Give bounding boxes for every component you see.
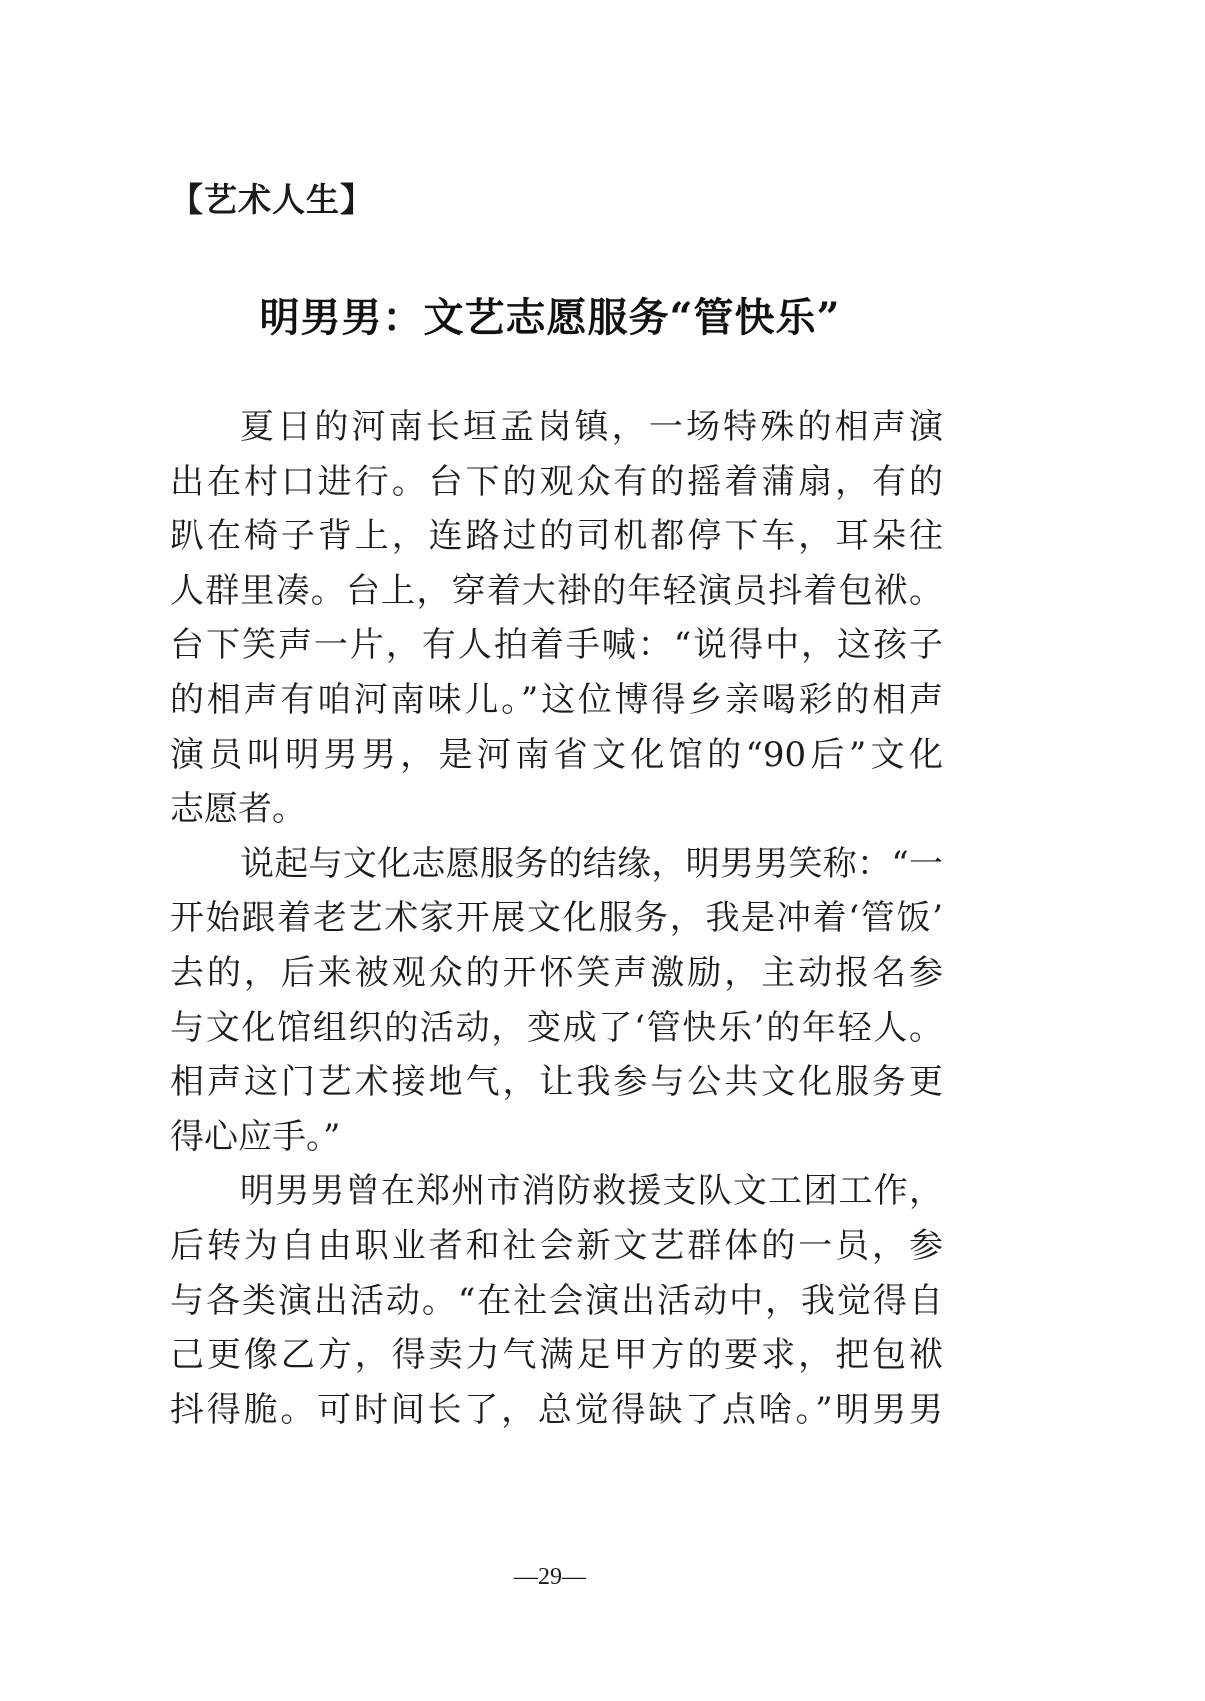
text-line: 出在村口进行。台下的观众有的摇着蒲扇，有的 <box>170 461 943 502</box>
text-line: 己更像乙方，得卖力气满足甲方的要求，把包袱 <box>170 1335 943 1376</box>
text-line: 说起与文化志愿服务的结缘，明男男笑称：“一 <box>240 843 943 884</box>
text-line: 台下笑声一片，有人拍着手喊：“说得中，这孩子 <box>170 625 943 666</box>
paragraph-2 <box>170 837 943 1165</box>
page-number: —29— <box>514 1564 586 1590</box>
text-line: 夏日的河南长垣孟岗镇，一场特殊的相声演 <box>240 407 943 447</box>
text-line: 人群里凑。台上，穿着大褂的年轻演员抖着包袱。 <box>170 570 943 611</box>
text-line: 去的，后来被观众的开怀笑声激励，主动报名参 <box>170 952 943 993</box>
paragraph-1 <box>170 400 943 837</box>
article-body <box>170 400 943 1437</box>
text-line: 的相声有咱河南味儿。”这位博得乡亲喝彩的相声 <box>170 679 943 720</box>
text-line: 明男男曾在郑州市消防救援支队文工团工作， <box>240 1171 943 1212</box>
section-tag: 【艺术人生】 <box>170 180 374 219</box>
text-line: 与各类演出活动。“在社会演出活动中，我觉得自 <box>170 1280 943 1321</box>
text-line: 演员叫明男男，是河南省文化馆的“90后”文化 <box>170 734 943 775</box>
text-line: 与文化馆组织的活动，变成了‘管快乐’的年轻人。 <box>170 1007 943 1048</box>
text-line: 后转为自由职业者和社会新文艺群体的一员，参 <box>170 1225 943 1266</box>
article-title: 明男男：文艺志愿服务“管快乐” <box>259 294 841 341</box>
text-line: 相声这门艺术接地气，让我参与公共文化服务更 <box>170 1062 943 1103</box>
text-line: 抖得脆。可时间长了，总觉得缺了点啥。”明男男 <box>170 1389 943 1430</box>
text-line: 开始跟着老艺术家开展文化服务，我是冲着‘管饭’ <box>170 898 943 939</box>
paragraph-3 <box>170 1164 943 1437</box>
text-line: 趴在椅子背上，连路过的司机都停下车，耳朵往 <box>170 516 943 557</box>
text-line: 志愿者。 <box>170 789 306 830</box>
text-line: 得心应手。” <box>170 1116 341 1157</box>
